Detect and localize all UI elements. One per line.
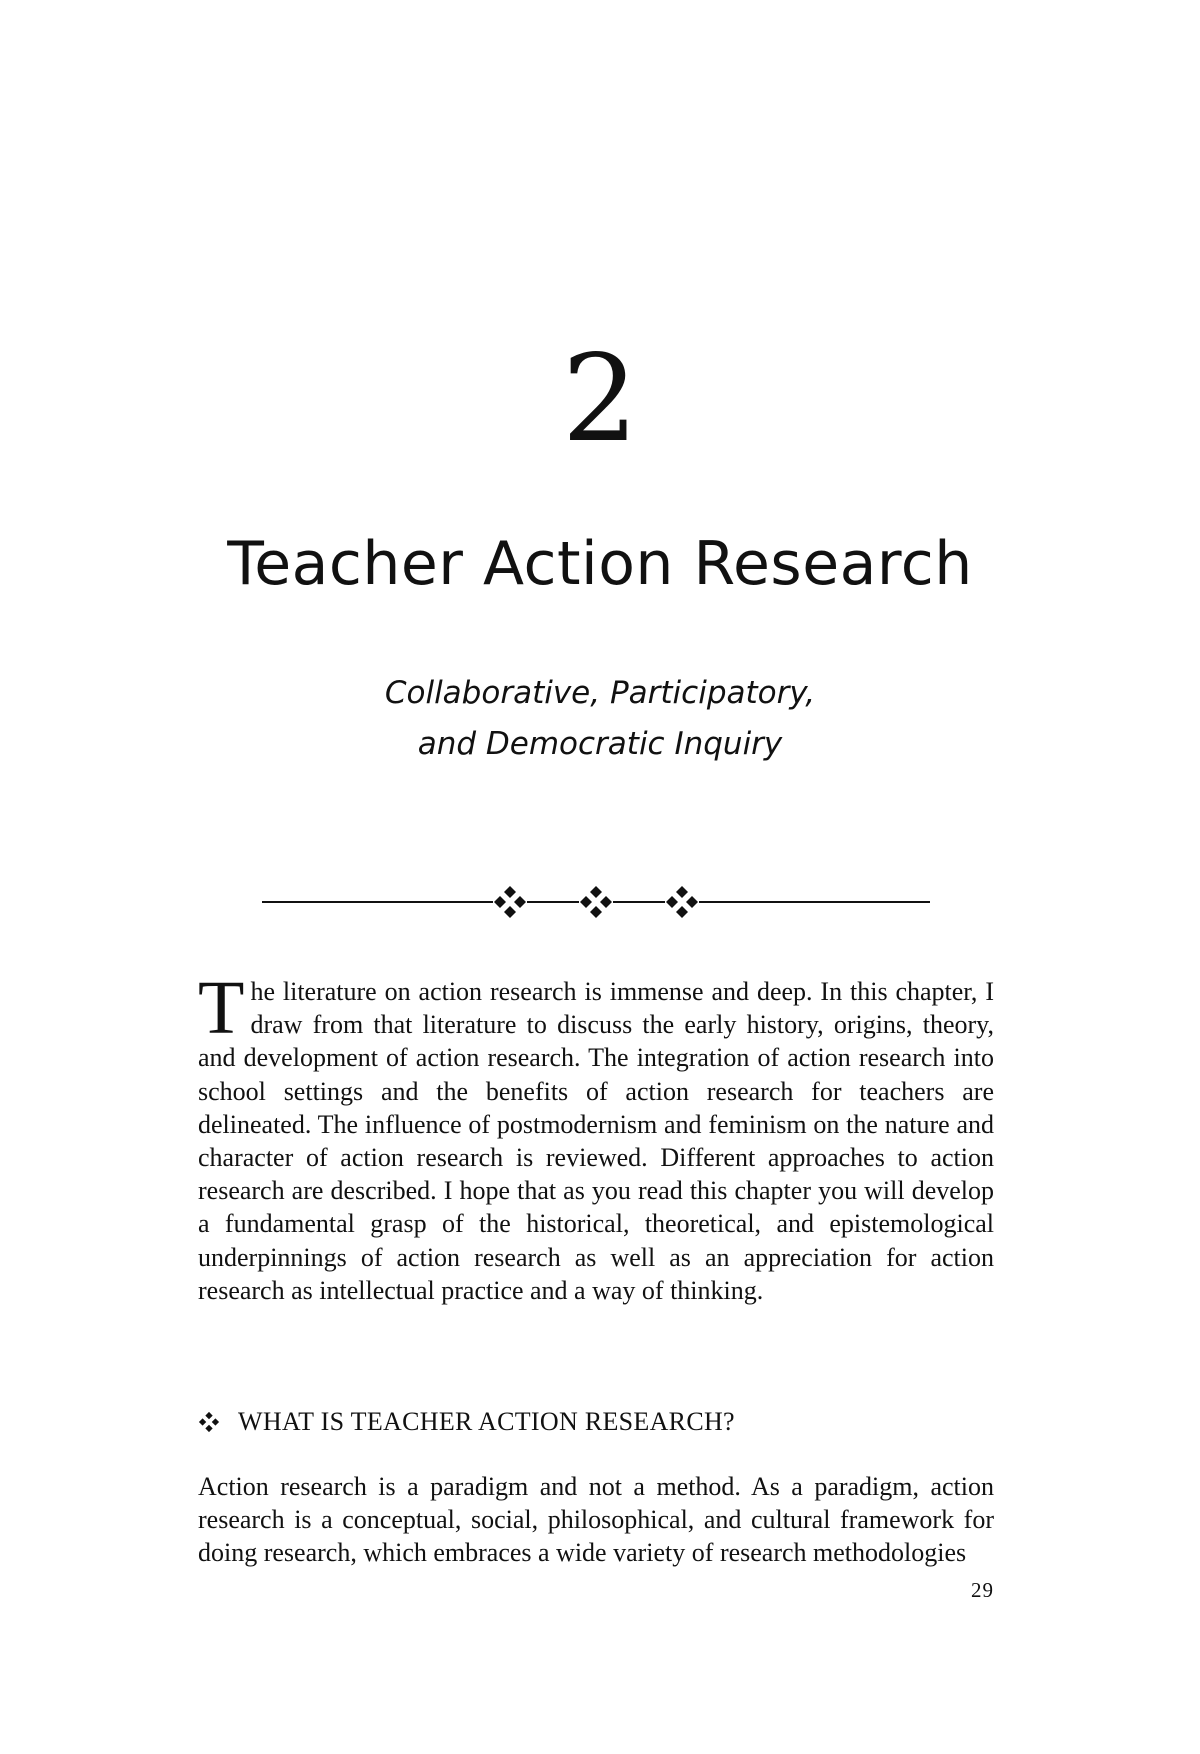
section-paragraph: Action research is a paradigm and not a method. As a paradigm, action research is a conceptual, social, philosophical, and cultural framework for doing research, which embraces a wide variety of research methodologies <box>198 1472 994 1568</box>
chapter-number: 2 <box>561 330 639 469</box>
four-diamond-ornament-icon <box>665 885 699 919</box>
intro-paragraph-text: he literature on action research is immense and deep. In this chapter, I draw from that literature to discuss the early history, origins, theory, and development of action research. The integration of action research into school settings and the benefits of action research for teachers are delineated. The influence of postmodernism and feminism on the nature and character of action research is reviewed. Different approaches to action research are described. I hope that as you read this chapter you will develop a fundamental grasp of the historical, theoretical, and epistemological underpinnings of action research as well as an appreciation for action research as intellectual practice and a way of thinking. <box>198 977 994 1305</box>
chapter-title: Teacher Action Research <box>227 529 973 599</box>
ornament-divider <box>262 880 930 924</box>
page-number: 29 <box>971 1578 994 1602</box>
drop-cap: T <box>198 966 245 1050</box>
chapter-subtitle-line-1: Collaborative, Participatory, <box>384 675 816 711</box>
chapter-subtitle-line-2: and Democratic Inquiry <box>417 726 783 762</box>
section-heading-text: WHAT IS TEACHER ACTION RESEARCH? <box>238 1407 735 1436</box>
section-heading <box>198 1405 735 1439</box>
four-diamond-ornament-icon <box>579 885 613 919</box>
four-diamond-bullet-icon <box>198 1411 220 1433</box>
intro-paragraph <box>198 966 994 1307</box>
four-diamond-ornament-icon <box>493 885 527 919</box>
chapter-subtitle <box>0 668 1200 770</box>
